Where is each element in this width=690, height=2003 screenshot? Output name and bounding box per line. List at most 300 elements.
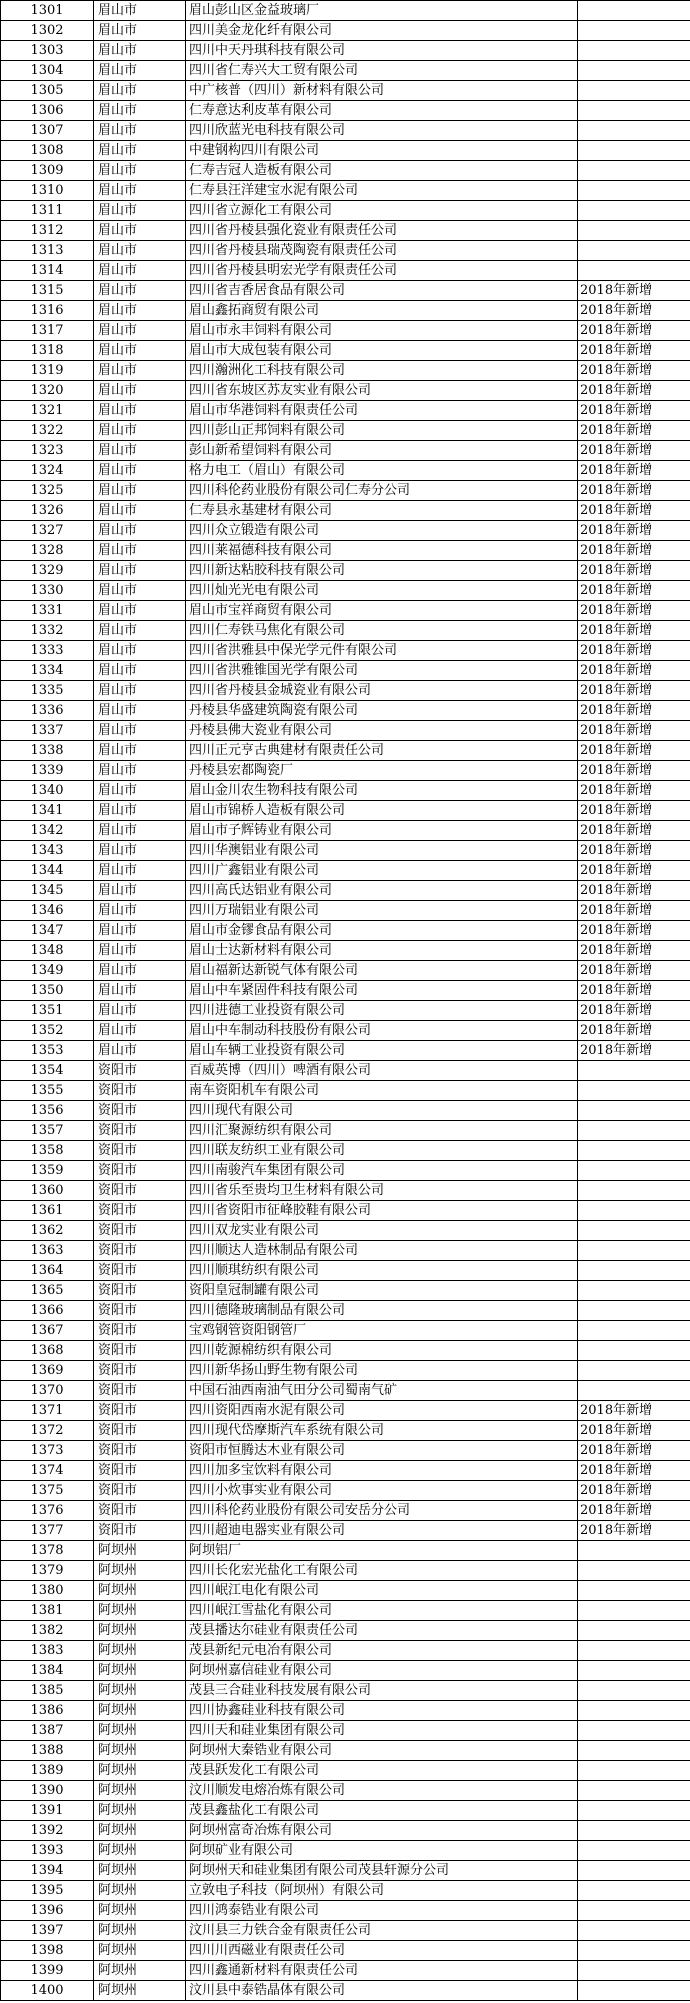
table-row [1, 1361, 690, 1381]
table-row [1, 281, 690, 301]
company-name-cell: 四川科伦药业股份有限公司安岳分公司 [186, 1501, 578, 1521]
table-row [1, 1961, 690, 1981]
row-number-cell: 1310 [1, 181, 94, 201]
city-cell: 眉山市 [94, 1021, 186, 1041]
row-number-cell: 1364 [1, 1261, 94, 1281]
remark-cell [578, 1601, 690, 1621]
row-number-cell: 1396 [1, 1901, 94, 1921]
company-name-cell: 眉山市金镠食品有限公司 [186, 921, 578, 941]
row-number-cell: 1347 [1, 921, 94, 941]
remark-cell [578, 161, 690, 181]
table-row [1, 461, 690, 481]
row-number-cell: 1351 [1, 1001, 94, 1021]
table-row [1, 821, 690, 841]
remark-cell [578, 1961, 690, 1981]
table-row [1, 1941, 690, 1961]
city-cell: 阿坝州 [94, 1881, 186, 1901]
table-row [1, 1301, 690, 1321]
city-cell: 阿坝州 [94, 1901, 186, 1921]
row-number-cell: 1314 [1, 261, 94, 281]
city-cell: 眉山市 [94, 61, 186, 81]
city-cell: 眉山市 [94, 801, 186, 821]
remark-cell [578, 1101, 690, 1121]
city-cell: 阿坝州 [94, 1801, 186, 1821]
city-cell: 资阳市 [94, 1461, 186, 1481]
table-row [1, 1861, 690, 1881]
city-cell: 眉山市 [94, 621, 186, 641]
remark-cell [578, 1121, 690, 1141]
remark-cell [578, 261, 690, 281]
city-cell: 眉山市 [94, 661, 186, 681]
city-cell: 资阳市 [94, 1521, 186, 1541]
company-name-cell: 阿坝州富奇冶炼有限公司 [186, 1821, 578, 1841]
remark-cell: 2018年新增 [578, 441, 690, 461]
remark-cell [578, 1921, 690, 1941]
row-number-cell: 1348 [1, 941, 94, 961]
company-name-cell: 四川华澳铝业有限公司 [186, 841, 578, 861]
company-name-cell: 阿坝州大秦锆业有限公司 [186, 1741, 578, 1761]
row-number-cell: 1361 [1, 1201, 94, 1221]
company-name-cell: 茂县播达尔硅业有限责任公司 [186, 1621, 578, 1641]
row-number-cell: 1322 [1, 421, 94, 441]
row-number-cell: 1346 [1, 901, 94, 921]
table-row [1, 1601, 690, 1621]
row-number-cell: 1359 [1, 1161, 94, 1181]
remark-cell [578, 1301, 690, 1321]
city-cell: 眉山市 [94, 81, 186, 101]
row-number-cell: 1392 [1, 1821, 94, 1841]
city-cell: 阿坝州 [94, 1581, 186, 1601]
company-name-cell: 丹棱县宏都陶瓷厂 [186, 761, 578, 781]
table-row [1, 601, 690, 621]
remark-cell [578, 1281, 690, 1301]
company-name-cell: 彭山新希望饲料有限公司 [186, 441, 578, 461]
row-number-cell: 1376 [1, 1501, 94, 1521]
row-number-cell: 1366 [1, 1301, 94, 1321]
remark-cell [578, 1841, 690, 1861]
row-number-cell: 1327 [1, 521, 94, 541]
row-number-cell: 1357 [1, 1121, 94, 1141]
remark-cell [578, 1581, 690, 1601]
city-cell: 资阳市 [94, 1421, 186, 1441]
city-cell: 资阳市 [94, 1201, 186, 1221]
company-name-cell: 四川顺达人造林制品有限公司 [186, 1241, 578, 1261]
remark-cell: 2018年新增 [578, 721, 690, 741]
table-row [1, 1661, 690, 1681]
city-cell: 眉山市 [94, 541, 186, 561]
row-number-cell: 1345 [1, 881, 94, 901]
table-row [1, 1161, 690, 1181]
table-row [1, 1221, 690, 1241]
table-row [1, 241, 690, 261]
table-row [1, 761, 690, 781]
company-name-cell: 阿坝铝厂 [186, 1541, 578, 1561]
city-cell: 阿坝州 [94, 1821, 186, 1841]
remark-cell: 2018年新增 [578, 881, 690, 901]
remark-cell: 2018年新增 [578, 1441, 690, 1461]
remark-cell: 2018年新增 [578, 1521, 690, 1541]
city-cell: 眉山市 [94, 901, 186, 921]
company-name-cell: 四川万瑞铝业有限公司 [186, 901, 578, 921]
table-row [1, 221, 690, 241]
table-row [1, 41, 690, 61]
city-cell: 眉山市 [94, 881, 186, 901]
city-cell: 眉山市 [94, 441, 186, 461]
row-number-cell: 1316 [1, 301, 94, 321]
table-row [1, 1681, 690, 1701]
row-number-cell: 1309 [1, 161, 94, 181]
company-name-cell: 四川岷江电化有限公司 [186, 1581, 578, 1601]
remark-cell: 2018年新增 [578, 301, 690, 321]
company-name-cell: 四川长化宏光盐化工有限公司 [186, 1561, 578, 1581]
row-number-cell: 1306 [1, 101, 94, 121]
company-name-cell: 四川加多宝饮料有限公司 [186, 1461, 578, 1481]
company-name-cell: 茂县鑫盐化工有限公司 [186, 1801, 578, 1821]
remark-cell: 2018年新增 [578, 641, 690, 661]
remark-cell [578, 1341, 690, 1361]
city-cell: 眉山市 [94, 981, 186, 1001]
city-cell: 眉山市 [94, 241, 186, 261]
row-number-cell: 1343 [1, 841, 94, 861]
remark-cell: 2018年新增 [578, 681, 690, 701]
company-name-cell: 资阳皇冠制罐有限公司 [186, 1281, 578, 1301]
company-name-cell: 四川进德工业投资有限公司 [186, 1001, 578, 1021]
remark-cell [578, 1801, 690, 1821]
table-row [1, 261, 690, 281]
row-number-cell: 1312 [1, 221, 94, 241]
company-name-cell: 眉山鑫拓商贸有限公司 [186, 301, 578, 321]
company-name-cell: 眉山金川农生物科技有限公司 [186, 781, 578, 801]
table-row [1, 861, 690, 881]
table-row [1, 441, 690, 461]
company-name-cell: 四川中天丹琪科技有限公司 [186, 41, 578, 61]
company-name-cell: 资阳市恒腾达木业有限公司 [186, 1441, 578, 1461]
remark-cell: 2018年新增 [578, 761, 690, 781]
table-row [1, 141, 690, 161]
company-name-cell: 四川省资阳市征峰胶鞋有限公司 [186, 1201, 578, 1221]
company-name-cell: 汶川县中泰锆晶体有限公司 [186, 1981, 578, 2001]
remark-cell [578, 1161, 690, 1181]
company-name-cell: 四川现代有限公司 [186, 1101, 578, 1121]
remark-cell [578, 81, 690, 101]
city-cell: 资阳市 [94, 1441, 186, 1461]
row-number-cell: 1399 [1, 1961, 94, 1981]
table-row [1, 481, 690, 501]
company-name-cell: 四川新达粘胶科技有限公司 [186, 561, 578, 581]
remark-cell: 2018年新增 [578, 1401, 690, 1421]
table-row [1, 541, 690, 561]
company-name-cell: 四川新华扬山野生物有限公司 [186, 1361, 578, 1381]
city-cell: 阿坝州 [94, 1941, 186, 1961]
table-row [1, 701, 690, 721]
table-row [1, 1581, 690, 1601]
company-name-cell: 四川省丹棱县瑞茂陶瓷有限责任公司 [186, 241, 578, 261]
table-row [1, 1821, 690, 1841]
city-cell: 眉山市 [94, 221, 186, 241]
company-name-cell: 四川高氏达铝业有限公司 [186, 881, 578, 901]
city-cell: 阿坝州 [94, 1921, 186, 1941]
company-name-cell: 四川省丹棱县强化瓷业有限责任公司 [186, 221, 578, 241]
company-name-cell: 四川科伦药业股份有限公司仁寿分公司 [186, 481, 578, 501]
row-number-cell: 1356 [1, 1101, 94, 1121]
table-row [1, 321, 690, 341]
remark-cell [578, 1641, 690, 1661]
city-cell: 阿坝州 [94, 1781, 186, 1801]
row-number-cell: 1383 [1, 1641, 94, 1661]
table-row [1, 681, 690, 701]
company-name-cell: 四川现代岱摩斯汽车系统有限公司 [186, 1421, 578, 1441]
table-row [1, 1441, 690, 1461]
row-number-cell: 1313 [1, 241, 94, 261]
row-number-cell: 1315 [1, 281, 94, 301]
table-row [1, 1281, 690, 1301]
remark-cell: 2018年新增 [578, 381, 690, 401]
city-cell: 眉山市 [94, 201, 186, 221]
row-number-cell: 1358 [1, 1141, 94, 1161]
row-number-cell: 1320 [1, 381, 94, 401]
company-name-cell: 眉山市华港饲料有限责任公司 [186, 401, 578, 421]
remark-cell: 2018年新增 [578, 561, 690, 581]
table-row [1, 1461, 690, 1481]
remark-cell: 2018年新增 [578, 941, 690, 961]
row-number-cell: 1384 [1, 1661, 94, 1681]
row-number-cell: 1363 [1, 1241, 94, 1261]
city-cell: 资阳市 [94, 1501, 186, 1521]
table-row [1, 1001, 690, 1021]
remark-cell: 2018年新增 [578, 801, 690, 821]
remark-cell [578, 1981, 690, 2001]
table-row [1, 1181, 690, 1201]
row-number-cell: 1319 [1, 361, 94, 381]
company-name-cell: 四川鸿泰锆业有限公司 [186, 1901, 578, 1921]
company-name-cell: 宝鸡钢管资阳钢管厂 [186, 1321, 578, 1341]
city-cell: 眉山市 [94, 821, 186, 841]
table-row [1, 1901, 690, 1921]
remark-cell [578, 1881, 690, 1901]
company-name-cell: 四川南骏汽车集团有限公司 [186, 1161, 578, 1181]
remark-cell [578, 141, 690, 161]
city-cell: 阿坝州 [94, 1681, 186, 1701]
row-number-cell: 1394 [1, 1861, 94, 1881]
city-cell: 阿坝州 [94, 1741, 186, 1761]
row-number-cell: 1362 [1, 1221, 94, 1241]
remark-cell [578, 1361, 690, 1381]
row-number-cell: 1328 [1, 541, 94, 561]
row-number-cell: 1317 [1, 321, 94, 341]
remark-cell: 2018年新增 [578, 1481, 690, 1501]
company-name-cell: 四川莱福德科技有限公司 [186, 541, 578, 561]
company-name-cell: 汶川顺发电熔冶炼有限公司 [186, 1781, 578, 1801]
remark-cell [578, 1221, 690, 1241]
row-number-cell: 1335 [1, 681, 94, 701]
row-number-cell: 1344 [1, 861, 94, 881]
row-number-cell: 1339 [1, 761, 94, 781]
company-name-cell: 眉山市宝祥商贸有限公司 [186, 601, 578, 621]
remark-cell [578, 1781, 690, 1801]
city-cell: 阿坝州 [94, 1841, 186, 1861]
remark-cell: 2018年新增 [578, 781, 690, 801]
city-cell: 资阳市 [94, 1401, 186, 1421]
remark-cell [578, 241, 690, 261]
table-row [1, 361, 690, 381]
table-row [1, 1241, 690, 1261]
company-name-cell: 四川仁寿铁马焦化有限公司 [186, 621, 578, 641]
city-cell: 眉山市 [94, 161, 186, 181]
city-cell: 阿坝州 [94, 1641, 186, 1661]
city-cell: 阿坝州 [94, 1601, 186, 1621]
company-name-cell: 四川乾源棉纺织有限公司 [186, 1341, 578, 1361]
table-row [1, 741, 690, 761]
city-cell: 资阳市 [94, 1481, 186, 1501]
row-number-cell: 1373 [1, 1441, 94, 1461]
remark-cell: 2018年新增 [578, 1461, 690, 1481]
city-cell: 阿坝州 [94, 1541, 186, 1561]
table-row [1, 1141, 690, 1161]
company-name-cell: 四川省立源化工有限公司 [186, 201, 578, 221]
remark-cell [578, 1561, 690, 1581]
company-name-cell: 四川天和硅业集团有限公司 [186, 1721, 578, 1741]
company-name-cell: 眉山市子辉铸业有限公司 [186, 821, 578, 841]
remark-cell: 2018年新增 [578, 701, 690, 721]
row-number-cell: 1369 [1, 1361, 94, 1381]
city-cell: 眉山市 [94, 521, 186, 541]
city-cell: 眉山市 [94, 1041, 186, 1061]
company-name-cell: 四川双龙实业有限公司 [186, 1221, 578, 1241]
table-row [1, 1841, 690, 1861]
remark-cell [578, 1621, 690, 1641]
table-row [1, 161, 690, 181]
remark-cell [578, 1241, 690, 1261]
table-row [1, 61, 690, 81]
company-name-cell: 四川美金龙化纤有限公司 [186, 21, 578, 41]
table-row [1, 1101, 690, 1121]
city-cell: 眉山市 [94, 961, 186, 981]
city-cell: 眉山市 [94, 941, 186, 961]
company-name-cell: 丹棱县佛大瓷业有限公司 [186, 721, 578, 741]
city-cell: 资阳市 [94, 1141, 186, 1161]
city-cell: 阿坝州 [94, 1961, 186, 1981]
table-row [1, 1081, 690, 1101]
city-cell: 眉山市 [94, 21, 186, 41]
remark-cell: 2018年新增 [578, 1501, 690, 1521]
row-number-cell: 1318 [1, 341, 94, 361]
row-number-cell: 1349 [1, 961, 94, 981]
company-name-cell: 眉山市永丰饲料有限公司 [186, 321, 578, 341]
city-cell: 资阳市 [94, 1181, 186, 1201]
row-number-cell: 1337 [1, 721, 94, 741]
table-row [1, 1061, 690, 1081]
table-row [1, 1541, 690, 1561]
table-row [1, 1981, 690, 2001]
table-row [1, 1781, 690, 1801]
city-cell: 阿坝州 [94, 1621, 186, 1641]
remark-cell [578, 1, 690, 21]
city-cell: 眉山市 [94, 401, 186, 421]
remark-cell: 2018年新增 [578, 401, 690, 421]
city-cell: 阿坝州 [94, 1561, 186, 1581]
city-cell: 眉山市 [94, 481, 186, 501]
company-name-cell: 四川小炊事实业有限公司 [186, 1481, 578, 1501]
city-cell: 眉山市 [94, 641, 186, 661]
remark-cell [578, 1721, 690, 1741]
table-row [1, 421, 690, 441]
remark-cell [578, 1761, 690, 1781]
row-number-cell: 1365 [1, 1281, 94, 1301]
remark-cell [578, 1381, 690, 1401]
company-name-cell: 立敦电子科技（阿坝州）有限公司 [186, 1881, 578, 1901]
row-number-cell: 1329 [1, 561, 94, 581]
company-name-cell: 四川省乐至贵均卫生材料有限公司 [186, 1181, 578, 1201]
city-cell: 阿坝州 [94, 1721, 186, 1741]
company-name-cell: 四川顺琪纺织有限公司 [186, 1261, 578, 1281]
city-cell: 眉山市 [94, 841, 186, 861]
company-name-cell: 眉山中车制动科技股份有限公司 [186, 1021, 578, 1041]
company-name-cell: 南车资阳机车有限公司 [186, 1081, 578, 1101]
city-cell: 资阳市 [94, 1261, 186, 1281]
company-name-cell: 中国石油西南油气田分公司蜀南气矿 [186, 1381, 578, 1401]
table-row [1, 801, 690, 821]
table-row [1, 941, 690, 961]
table-row [1, 981, 690, 1001]
remark-cell [578, 1261, 690, 1281]
city-cell: 资阳市 [94, 1301, 186, 1321]
remark-cell: 2018年新增 [578, 341, 690, 361]
company-name-cell: 阿坝州嘉信硅业有限公司 [186, 1661, 578, 1681]
table-row [1, 501, 690, 521]
table-body [1, 1, 690, 2001]
city-cell: 资阳市 [94, 1061, 186, 1081]
city-cell: 眉山市 [94, 381, 186, 401]
remark-cell: 2018年新增 [578, 1021, 690, 1041]
city-cell: 眉山市 [94, 761, 186, 781]
row-number-cell: 1352 [1, 1021, 94, 1041]
table-row [1, 121, 690, 141]
table-row [1, 1021, 690, 1041]
company-name-cell: 丹棱县华盛建筑陶瓷有限公司 [186, 701, 578, 721]
table-row [1, 1641, 690, 1661]
row-number-cell: 1354 [1, 1061, 94, 1081]
company-name-cell: 四川省丹棱县金城瓷业有限公司 [186, 681, 578, 701]
row-number-cell: 1334 [1, 661, 94, 681]
city-cell: 眉山市 [94, 461, 186, 481]
table-row [1, 1801, 690, 1821]
row-number-cell: 1381 [1, 1601, 94, 1621]
remark-cell [578, 121, 690, 141]
company-name-cell: 四川省吉香居食品有限公司 [186, 281, 578, 301]
company-name-cell: 四川省洪雅锥国光学有限公司 [186, 661, 578, 681]
city-cell: 阿坝州 [94, 1761, 186, 1781]
city-cell: 阿坝州 [94, 1981, 186, 2001]
remark-cell [578, 21, 690, 41]
table-row [1, 1401, 690, 1421]
city-cell: 眉山市 [94, 101, 186, 121]
company-name-cell: 四川省丹棱县明宏光学有限责任公司 [186, 261, 578, 281]
table-row [1, 201, 690, 221]
row-number-cell: 1395 [1, 1881, 94, 1901]
remark-cell [578, 1861, 690, 1881]
remark-cell: 2018年新增 [578, 861, 690, 881]
remark-cell: 2018年新增 [578, 961, 690, 981]
row-number-cell: 1307 [1, 121, 94, 141]
remark-cell: 2018年新增 [578, 1421, 690, 1441]
row-number-cell: 1367 [1, 1321, 94, 1341]
row-number-cell: 1400 [1, 1981, 94, 2001]
table-row [1, 21, 690, 41]
remark-cell: 2018年新增 [578, 501, 690, 521]
city-cell: 眉山市 [94, 121, 186, 141]
table-row [1, 881, 690, 901]
table-row [1, 1741, 690, 1761]
